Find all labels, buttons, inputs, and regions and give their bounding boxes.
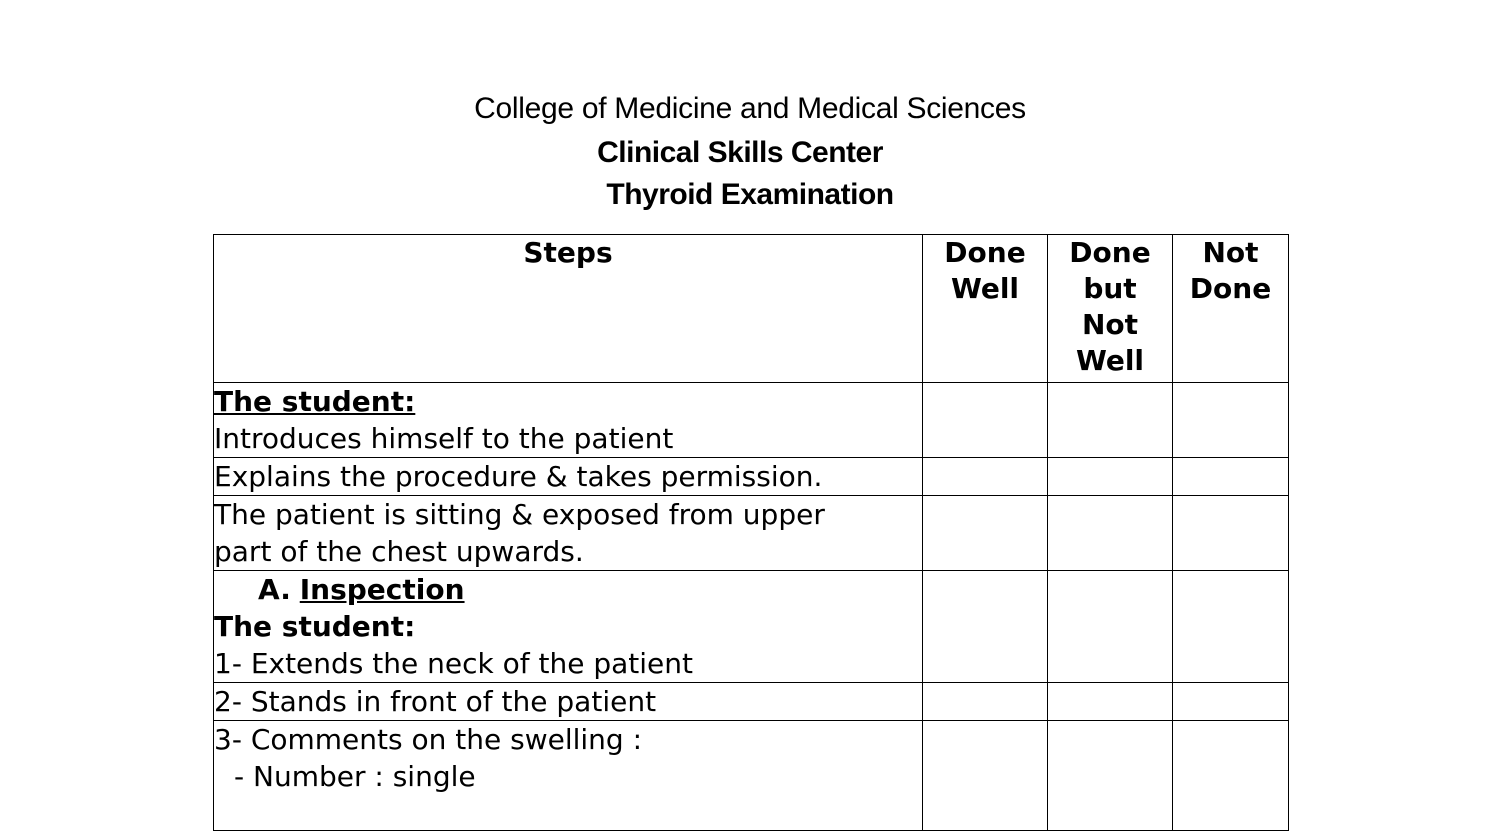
step-subtext: - Number : single: [234, 760, 476, 793]
checklist-table: [213, 234, 1289, 831]
section-title: Inspection: [299, 573, 465, 606]
step-cell: [214, 683, 923, 721]
step-text: 1- Extends the neck of the patient: [214, 647, 694, 680]
section-letter: A.: [258, 573, 291, 606]
done-not-well-cell[interactable]: [1048, 571, 1173, 683]
student-heading: The student:: [214, 610, 416, 643]
not-done-cell[interactable]: [1173, 383, 1289, 458]
done-well-cell[interactable]: [923, 383, 1048, 458]
step-text: 3- Comments on the swelling :: [214, 723, 643, 756]
not-done-cell[interactable]: [1173, 721, 1289, 831]
step-cell: [214, 458, 923, 496]
done-not-well-cell[interactable]: [1048, 496, 1173, 571]
table-row: [214, 383, 1289, 458]
header-word: Well: [1075, 344, 1145, 377]
step-text: Explains the procedure & takes permission.: [214, 460, 823, 493]
done-well-cell[interactable]: [923, 571, 1048, 683]
table-row: [214, 458, 1289, 496]
step-text: 2- Stands in front of the patient: [214, 685, 657, 718]
done-well-cell[interactable]: [923, 683, 1048, 721]
header-word: Not: [1081, 308, 1139, 341]
not-done-cell[interactable]: [1173, 496, 1289, 571]
done-well-cell[interactable]: [923, 496, 1048, 571]
college-name: College of Medicine and Medical Sciences: [474, 92, 1026, 125]
student-heading: The student:: [214, 385, 416, 418]
step-text: The patient is sitting & exposed from upper: [214, 498, 825, 531]
step-text: Introduces himself to the patient: [214, 422, 674, 455]
exam-title: Thyroid Examination: [606, 178, 894, 211]
table-row: [214, 683, 1289, 721]
header-word: Done: [944, 236, 1026, 269]
not-done-cell[interactable]: [1173, 683, 1289, 721]
table-row: [214, 571, 1289, 683]
done-not-well-cell[interactable]: [1048, 458, 1173, 496]
table-header-row: [214, 235, 1289, 383]
step-cell: [214, 571, 923, 683]
table-row: [214, 496, 1289, 571]
step-cell: [214, 496, 923, 571]
done-well-cell[interactable]: [923, 458, 1048, 496]
header-word: Not: [1202, 236, 1259, 269]
header-word: Well: [950, 272, 1020, 305]
column-header-done-well: [923, 235, 1048, 383]
not-done-cell[interactable]: [1173, 571, 1289, 683]
header-word: Done: [1189, 272, 1272, 305]
column-header-steps: Steps: [214, 235, 923, 383]
column-header-done-not-well: [1048, 235, 1173, 383]
done-not-well-cell[interactable]: [1048, 383, 1173, 458]
done-not-well-cell[interactable]: [1048, 683, 1173, 721]
not-done-cell[interactable]: [1173, 458, 1289, 496]
step-text: part of the chest upwards.: [214, 535, 584, 568]
column-header-not-done: [1173, 235, 1289, 383]
header-word: but: [1083, 272, 1137, 305]
table-row: [214, 721, 1289, 831]
done-well-cell[interactable]: [923, 721, 1048, 831]
step-cell: [214, 721, 923, 831]
step-cell: [214, 383, 923, 458]
section-heading-inspection: [214, 571, 922, 608]
header-word: Done: [1069, 236, 1151, 269]
done-not-well-cell[interactable]: [1048, 721, 1173, 831]
center-name: Clinical Skills Center: [597, 136, 883, 169]
